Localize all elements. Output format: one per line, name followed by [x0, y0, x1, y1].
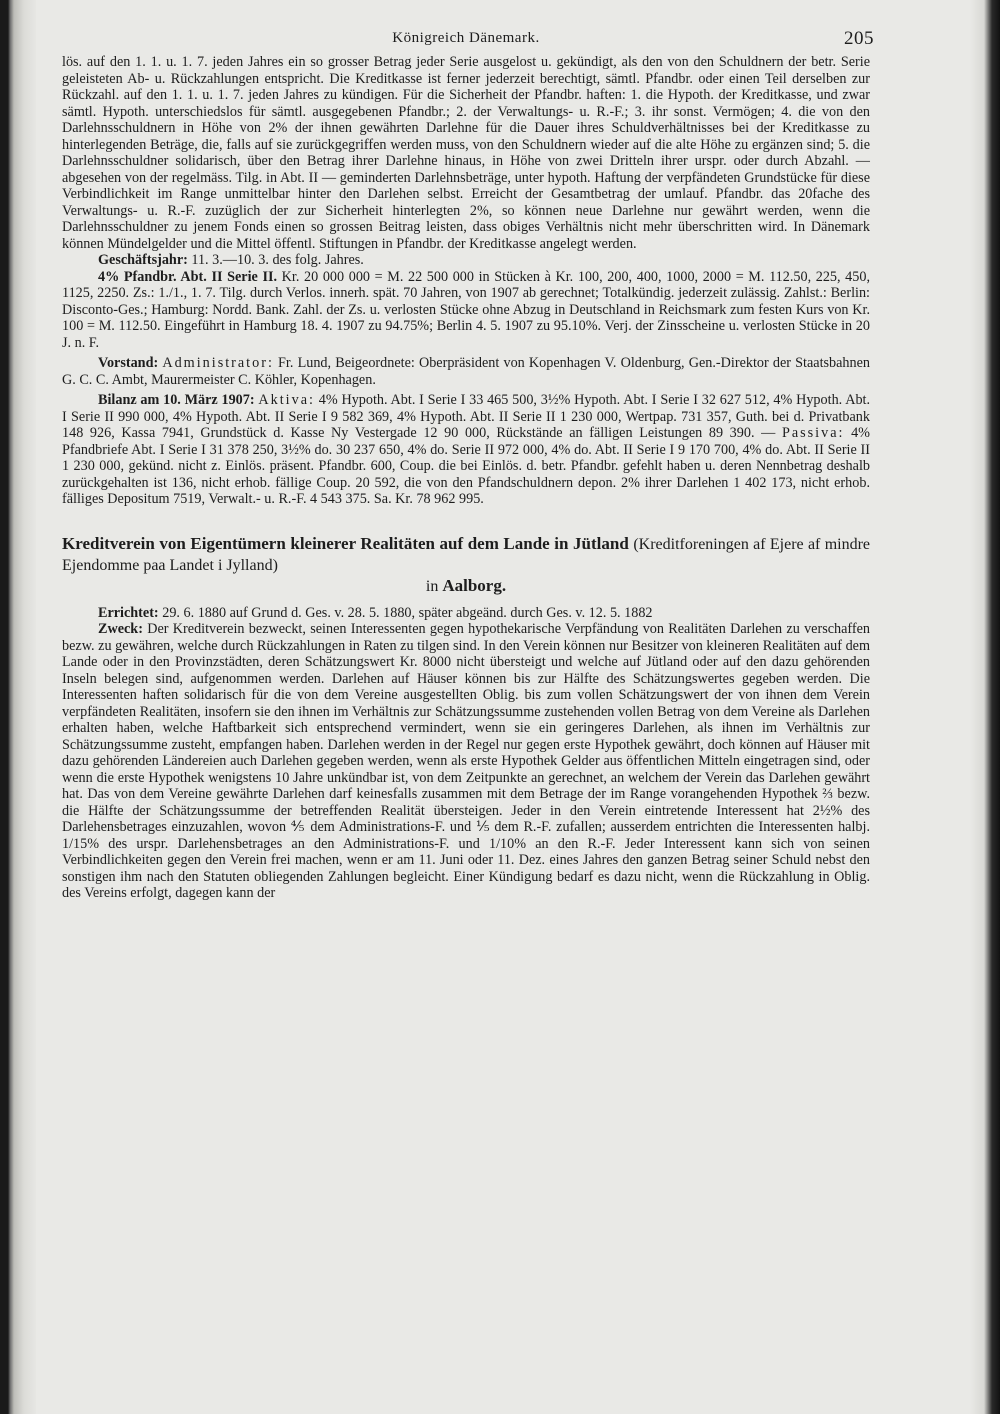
purpose-paragraph	[62, 621, 870, 902]
bond-text: Kr. 20 000 000 = M. 22 500 000 in Stücken à Kr. 100, 200, 400, 1000, 2000 = M. 112.50, 225, 450, 1125, 2250. Zs.: 1./1., 1. 7. Tilg. durch Verlos. innerh. spät. 70 Jahren, von 1907 ab gerechnet; Totalkündig. jederzeit zulässig. Zahlst.: Berlin: Disconto-Ges.; Hamburg: Nordd. Bank. Zahl. der Zs. u. verlosten Stücke ohne Abzug in Deutschland in Reichsmark zum festen Kurs von Kr. 100 = M. 112.50. Eingeführt in Hamburg 18. 4. 1907 zu 94.75%; Berlin 4. 5. 1907 zu 95.10%. Verj. der Zinsscheine u. verlosten Stücke in 20 J. n. F.	[62, 268, 871, 351]
balance-paragraph	[62, 392, 870, 508]
founded-label: Errichtet:	[98, 604, 159, 621]
section-title-danish: (Kreditforeningen af Ejere af mindre Ejendomme paa Landet i Jylland)	[62, 535, 871, 574]
section-city-line	[62, 576, 870, 597]
balance-label: Bilanz am 10. März 1907:	[98, 392, 255, 408]
section-title	[62, 534, 870, 576]
liabilities-label: Passiva:	[781, 425, 845, 441]
page-binding-edge	[0, 0, 36, 1414]
purpose-text: Der Kreditverein bezweckt, seinen Interessenten gegen hypothekarische Verpfändung von Realitäten Darlehen zu verschaffen bezw. zu gewähren, welche durch Rückzahlungen in Raten zu tilgen sind. In den Verein können nur Besitzer von kleineren Realitäten auf dem Lande oder in den Provinzstädten, deren Schätzungswert Kr. 8000 nicht übersteigt und welche auf Jütland oder auf den dazu gehörenden Inseln belegen sind, aufgenommen werden. Darlehen auf Häuser können bis zur Hälfte des Schätzungswertes gegeben werden. Die Interessenten haften solidarisch für die von dem Vereine ausgestellten Oblig. bis zum vollen Schätzungswert der von ihnen dem Verein verpfändeten Realitäten, insofern sie den ihnen im Verhältnis zur Schätzungssumme zustehenden vollen Betrag von dem Vereine als Darlehen erhalten haben, welche Haftbarkeit sich entsprechend vermindert, wenn sie ein geringeres Darlehen, als ihnen im Verhältnis zur Schätzungssumme zusteht, empfangen haben. Darlehen werden in der Regel nur gegen erste Hypothek gewährt, doch können auf Häuser mit dazu gehörenden Ländereien auch Darlehen gegeben werden, wenn als erste Hypothek Gelder aus öffentlichen Mitteln eingetragen sind, oder wenn die erste Hypothek wenigstens 10 Jahre unkündbar ist, von dem Zeitpunkte an gerechnet, an welchem der Verein das Darlehen gewährt hat. Das von dem Vereine gewährte Darlehen darf keinesfalls zusammen mit dem Betrage der im Range vorangehenden Hypothek ⅔ bezw. die Hälfte der Schätzungssumme der betreffenden Realität übersteigen. Jeder in den Verein eintretende Interessent hat 2½% des Darlehensbetrages einzuzahlen, wovon ⅘ dem Administrations-F. und ⅕ dem R.-F. zufallen; ausserdem entrichten die Interessenten halbj. 1/15% des urspr. Darlehensbetrages an den Administrations-F. und 1/10% an den R.-F. Jeder Interessent kann sich von seinen Verbindlichkeiten gegen den Verein frei machen, wenn er am 11. Juni oder 11. Dez. eines Jahres den ganzen Betrag seiner Schuld nebst den sonstigen ihm nach den Statuten obliegenden Zahlungen begleicht. Einer Kündigung bedarf es dazu nicht, wenn die Rückzahlung in Oblig. des Vereins erfolgt, dagegen kann der	[62, 621, 870, 901]
board-label: Vorstand:	[98, 355, 159, 371]
page-right-edge	[970, 0, 1000, 1414]
fiscal-year-paragraph	[62, 252, 870, 269]
intro-paragraph: lös. auf den 1. 1. u. 1. 7. jeden Jahres ein so grosser Betrag jeder Serie ausgelost u. gekündigt, als den von den Schuldnern der betr. Serie geleisteten Ab- u. Rückzahlungen entspricht. Die Kreditkasse ist ferner jederzeit berechtigt, sämtl. Pfandbr. oder einen Teil derselben zur Rückzahl. auf den 1. 1. u. 1. 7. jeden Jahres zu kündigen. Für die Sicherheit der Pfandbr. haften: 1. die Hypoth. der Kreditkasse, und zwar sämtl. Hypoth. unterschiedslos für sämtl. ausgegebenen Pfandbr.; 2. der Verwaltungs- u. R.-F.; 3. ihr sonst. Vermögen; 4. die von den Darlehnsschuldnern in Höhe von 2% der ihnen gewährten Darlehne für die Dauer ihres Schuldverhältnisses bei der Kreditkasse zu hinterlegenden Beträge, die, falls auf sie zurückgegriffen werden muss, von den Schuldnern wieder auf die alte Höhe zu ergänzen sind; 5. die Darlehnsschuldner solidarisch, über den Betrag ihrer Darlehne hinaus, in Höhe von zwei Dritteln ihrer urspr. oder durch Abzahl. — abgesehen von der regelmäss. Tilg. in Abt. II — geminderten Darlehnsbeträge, unter hypoth. Haftung der verpfändeten Grundstücke für diese Verbindlichkeit im Range unmittelbar hinter den Darlehen selbst. Erreicht der Gesamtbetrag der umlauf. Pfandbr. das 20fache des Verwaltungs- u. R.-F. zuzüglich der zur Sicherheit hinterlegten 2%, so können neue Darlehne nur gewährt werden, wenn die Darlehnsschuldner zu jenem Fonds einen so grossen Beitrag leisten, dass obiges Verhältnis nicht mehr überschritten wird. In Dänemark können Mündelgelder und die Mittel öffentl. Stiftungen in Pfandbr. der Kreditkasse angelegt werden.	[62, 54, 870, 252]
section-city: Aalborg.	[442, 575, 507, 595]
fiscal-year-label: Geschäftsjahr:	[98, 252, 188, 268]
section-title-bold: Kreditverein von Eigentümern kleinerer Realitäten auf dem Lande in Jütland	[62, 533, 629, 553]
fiscal-year-text: 11. 3.—10. 3. des folg. Jahres.	[191, 252, 364, 268]
running-header	[62, 24, 874, 54]
board-role-label: Administrator:	[162, 355, 274, 371]
founded-text: 29. 6. 1880 auf Grund d. Ges. v. 28. 5. 1880, später abgeänd. durch Ges. v. 12. 5. 1882	[162, 604, 653, 621]
purpose-label: Zweck:	[98, 621, 143, 637]
assets-label: Aktiva:	[258, 392, 315, 408]
bond-label: 4% Pfandbr. Abt. II Serie II.	[98, 268, 278, 285]
bond-paragraph	[62, 269, 870, 352]
section-city-prefix: in	[425, 577, 439, 595]
page-number: 205	[844, 28, 874, 49]
liabilities-text: 4% Pfandbriefe Abt. I Serie I 31 378 250, 3½% do. 30 237 650, 4% do. Serie II 972 000, 4% do. Abt. II Serie I 9 170 700, 4% do. Abt. II Serie II 1 230 000, gekünd. nicht z. Einlös. präsent. Pfandbr. 600, Coup. die bei Einlös. d. betr. Pfandbr. gefehlt haben u. deren Nennbetrag deshalb zurückgehalten ist 136, nicht erhob. fällige Coup. 20 592, die von den Pfandschuldnern depon. 2% ihrer Darlehen 1 402 173, nicht erhob. fälliges Depositum 7519, Verwalt.- u. R.-F. 4 543 375. Sa. Kr. 78 962 995.	[62, 425, 870, 507]
board-text: Fr. Lund, Beigeordnete: Oberpräsident von Kopenhagen V. Oldenburg, Gen.-Direktor der Staatsbahnen G. C. C. Ambt, Maurermeister C. Köhler, Kopenhagen.	[62, 355, 870, 388]
document-page	[62, 24, 874, 902]
running-title: Königreich Dänemark.	[392, 30, 540, 46]
board-paragraph	[62, 355, 870, 388]
founded-paragraph	[62, 605, 870, 622]
assets-text: 4% Hypoth. Abt. I Serie I 33 465 500, 3½% Hypoth. Abt. I Serie I 32 627 512, 4% Hypoth. Abt. I Serie II 990 000, 4% Hypoth. Abt. II Serie I 9 582 369, 4% Hypoth. Abt. II Serie II 1 230 000, Wertpap. 731 357, Guth. bei d. Privatbank 148 926, Kassa 7941, Grundstück d. Kasse Ny Vestergade 12 90 000, Rückstände an fälligen Leistungen 89 390. —	[62, 392, 871, 441]
